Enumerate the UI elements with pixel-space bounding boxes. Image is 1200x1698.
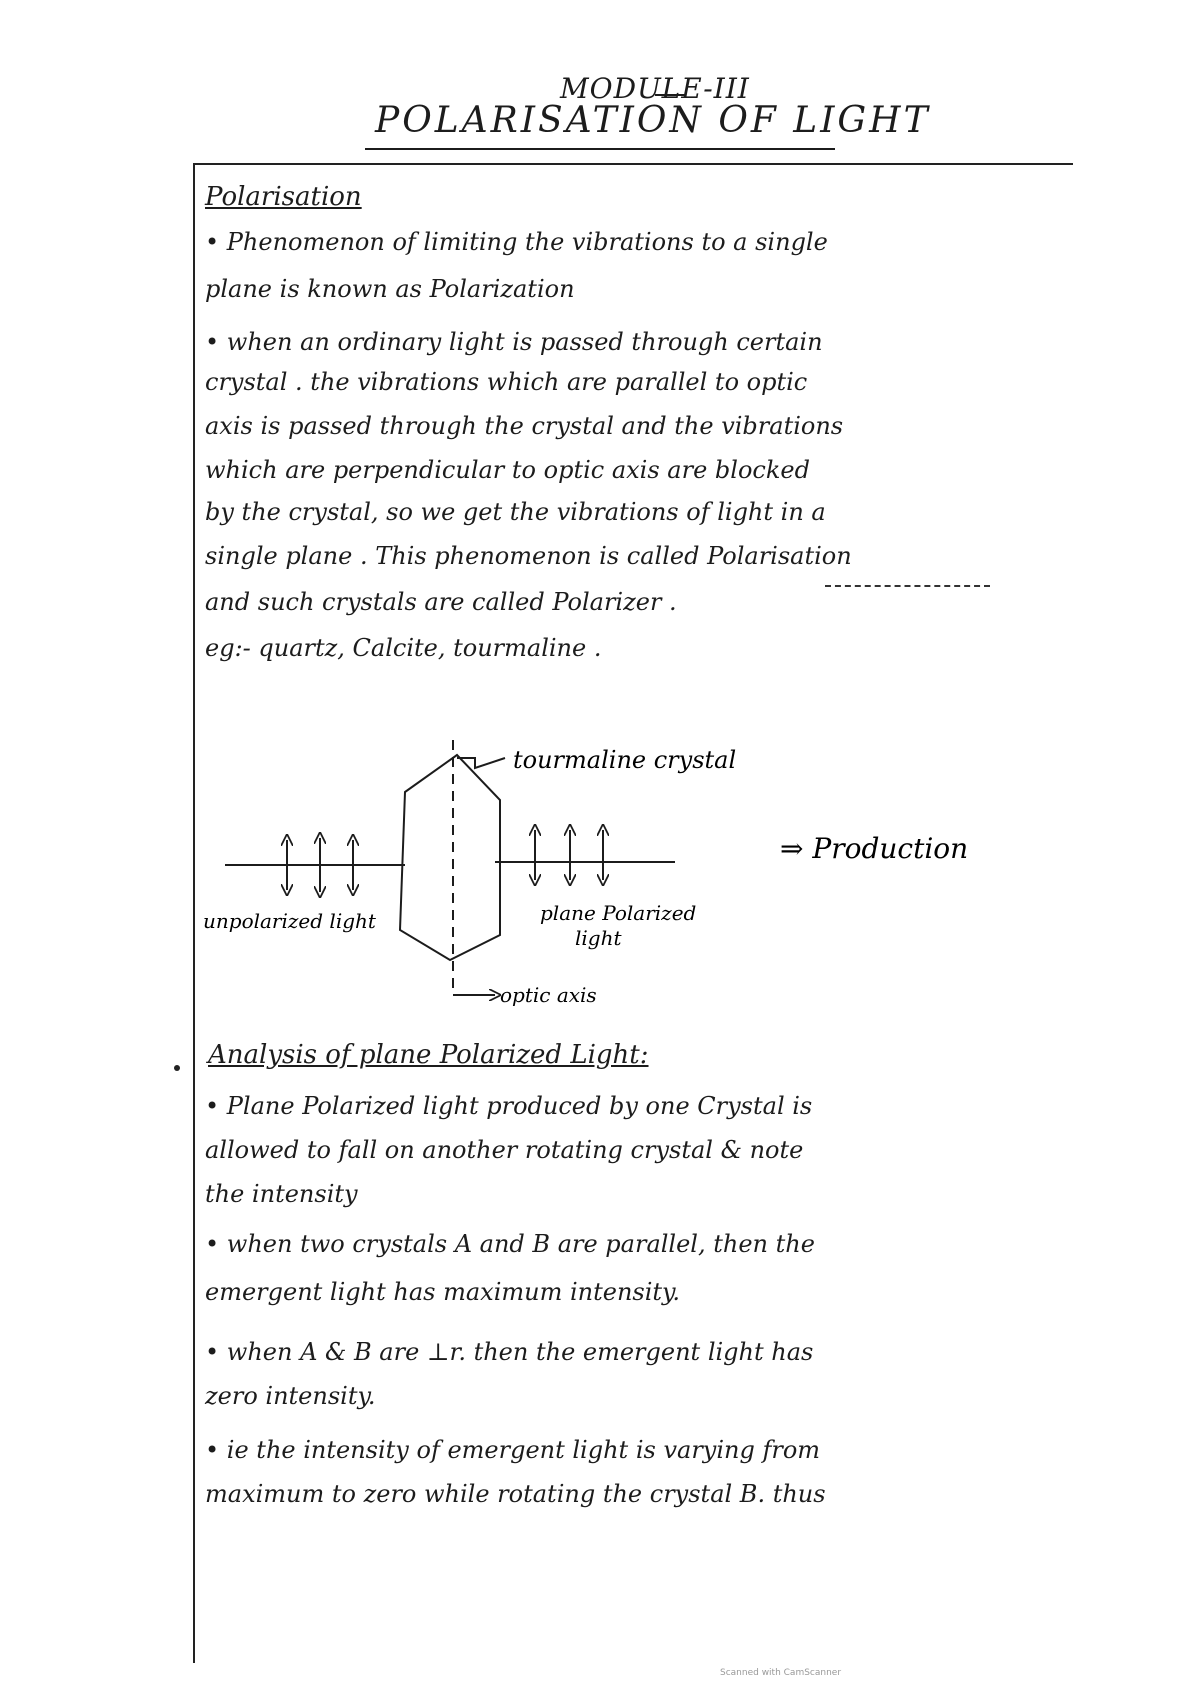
crystal-label: tourmaline crystal [513,746,737,774]
unpolarized-label: unpolarized light [203,909,376,933]
text-line: zero intensity. [205,1382,376,1410]
production-label: ⇒ Production [780,832,969,865]
polarisation-underline [825,585,990,587]
text-line: single plane . This phenomenon is called Polarisation [205,542,852,570]
text-line: allowed to fall on another rotating crystal & note [205,1136,804,1164]
module-number: MODULE-III [560,72,750,105]
text-line: the intensity [205,1180,358,1208]
module-underline [655,94,685,96]
text-line: emergent light has maximum intensity. [205,1278,681,1306]
text-line: axis is passed through the crystal and the vibrations [205,412,844,440]
text-line: by the crystal, so we get the vibrations of light in a [205,498,826,526]
scanner-watermark: Scanned with CamScanner [720,1668,842,1678]
margin-bullet [174,1065,180,1071]
text-line: which are perpendicular to optic axis are blocked [205,456,810,484]
section-heading-polarisation: Polarisation [205,182,362,212]
page-title: POLARISATION OF LIGHT [375,100,931,141]
text-line: • ie the intensity of emergent light is varying from [205,1436,821,1464]
text-line: • when an ordinary light is passed through certain [205,328,823,356]
polarized-label: light [575,926,622,950]
text-line: and such crystals are called Polarizer . [205,588,677,616]
text-line: • when two crystals A and B are parallel, then the [205,1230,815,1258]
section-heading-analysis: Analysis of plane Polarized Light: [208,1040,649,1070]
text-line: plane is known as Polarization [205,275,575,303]
text-line: crystal . the vibrations which are parallel to optic [205,368,808,396]
text-line: • when A & B are ⊥r. then the emergent light has [205,1338,814,1366]
text-line: maximum to zero while rotating the crystal B. thus [205,1480,826,1508]
polarized-label: plane Polarized [540,901,697,925]
title-underline [365,148,835,150]
text-line: eg:- quartz, Calcite, tourmaline . [205,634,602,662]
optic-axis-label: optic axis [500,983,597,1007]
polarisation-diagram [195,730,1015,1030]
text-line: • Phenomenon of limiting the vibrations to a single [205,228,828,256]
margin-top-line [193,163,1073,165]
text-line: • Plane Polarized light produced by one Crystal is [205,1092,813,1120]
tourmaline-crystal-shape [400,755,500,960]
